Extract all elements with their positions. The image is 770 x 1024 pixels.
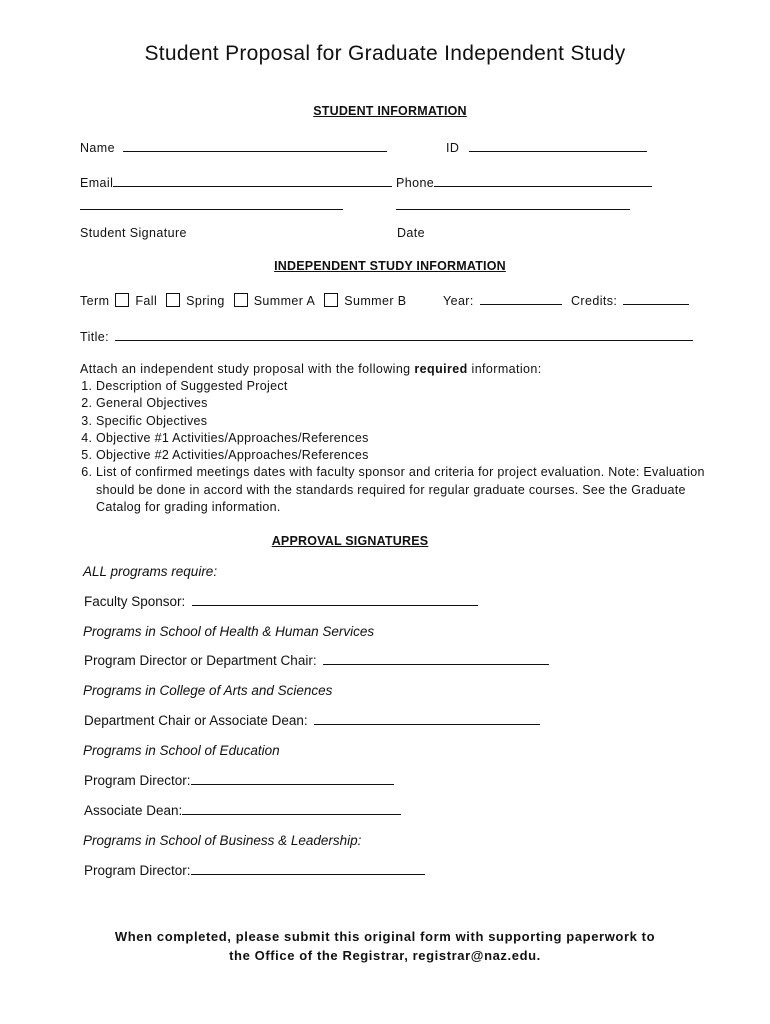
id-label: ID (446, 141, 460, 155)
term-summer-a-label: Summer A (253, 294, 316, 308)
footer-line-1: When completed, please submit this original form with supporting paperwork to (114, 929, 656, 944)
education-dean-line (182, 803, 401, 815)
approval-heading: APPROVAL SIGNATURES (271, 534, 429, 548)
email-line (113, 175, 392, 187)
education-heading: Programs in School of Education (83, 743, 280, 758)
study-title-label: Title: (80, 330, 110, 344)
education-director-label: Program Director: (84, 773, 191, 788)
page-title: Student Proposal for Graduate Independent Study (144, 42, 626, 65)
education-director-field[interactable] (84, 773, 394, 788)
proposal-intro-required: required (414, 362, 468, 376)
study-title-field[interactable] (80, 329, 693, 344)
footer-line-2-end: . (536, 948, 541, 963)
business-director-line (191, 863, 425, 875)
registrar-email[interactable]: registrar@naz.edu (412, 948, 537, 963)
proposal-intro (80, 362, 542, 376)
term-summer-b-label: Summer B (344, 294, 407, 308)
footer-instructions (0, 927, 770, 965)
id-line (469, 140, 647, 152)
proposal-intro-end: information: (467, 362, 542, 376)
faculty-sponsor-line (192, 594, 478, 606)
education-director-line (191, 773, 394, 785)
list-item: 1. Description of Suggested Project (96, 378, 726, 395)
phone-field[interactable] (396, 175, 652, 190)
name-label: Name (80, 141, 115, 155)
term-label: Term (80, 294, 110, 308)
list-item: 5. Objective #2 Activities/Approaches/References (96, 447, 726, 464)
arts-signer-field[interactable] (84, 713, 540, 728)
term-row (80, 293, 407, 308)
list-item: 6. List of confirmed meetings dates with faculty sponsor and criteria for project evaluation. Note: Evaluation should be done in accord with the standards required for regular graduate courses. See the Graduate Catalog for grading information. (96, 464, 726, 516)
health-heading: Programs in School of Health & Human Services (83, 624, 375, 639)
list-item: 3. Specific Objectives (96, 413, 726, 430)
business-heading: Programs in School of Business & Leadership: (83, 833, 362, 848)
year-field[interactable] (443, 293, 562, 308)
arts-signer-line (314, 713, 540, 725)
all-programs-label: ALL programs require: (83, 564, 218, 579)
student-info-heading: STUDENT INFORMATION (313, 104, 467, 118)
term-summer-a-checkbox[interactable] (234, 293, 248, 307)
study-title-line (115, 329, 693, 341)
phone-line (434, 175, 652, 187)
credits-field[interactable] (571, 293, 689, 308)
term-fall-label: Fall (135, 294, 158, 308)
arts-heading: Programs in College of Arts and Sciences (83, 683, 333, 698)
study-info-heading: INDEPENDENT STUDY INFORMATION (274, 259, 506, 273)
student-signature-label: Student Signature (80, 226, 187, 240)
term-spring-label: Spring (186, 294, 225, 308)
business-director-field[interactable] (84, 863, 425, 878)
footer-line-2-text: the Office of the Registrar, (229, 948, 413, 963)
name-line (123, 140, 387, 152)
business-director-label: Program Director: (84, 863, 191, 878)
phone-label: Phone (396, 176, 435, 190)
term-spring-checkbox[interactable] (166, 293, 180, 307)
list-item: 4. Objective #1 Activities/Approaches/References (96, 430, 726, 447)
education-dean-label: Associate Dean: (84, 803, 183, 818)
arts-signer-label: Department Chair or Associate Dean: (84, 713, 308, 728)
footer-line-2 (0, 946, 770, 965)
health-signer-line (323, 653, 549, 665)
education-dean-field[interactable] (84, 803, 401, 818)
health-signer-label: Program Director or Department Chair: (84, 653, 317, 668)
email-label: Email (80, 176, 114, 190)
list-item: 2. General Objectives (96, 395, 726, 412)
faculty-sponsor-label: Faculty Sponsor: (84, 594, 186, 609)
student-signature-line[interactable] (80, 209, 343, 210)
proposal-requirements-list (78, 378, 726, 516)
faculty-sponsor-field[interactable] (84, 594, 478, 609)
year-label: Year: (443, 294, 474, 308)
term-fall-checkbox[interactable] (115, 293, 129, 307)
email-field[interactable] (80, 175, 392, 190)
credits-line (623, 293, 689, 305)
health-signer-field[interactable] (84, 653, 549, 668)
term-summer-b-checkbox[interactable] (324, 293, 338, 307)
date-line[interactable] (396, 209, 630, 210)
year-line (480, 293, 562, 305)
name-field[interactable] (80, 140, 387, 155)
credits-label: Credits: (571, 294, 618, 308)
id-field[interactable] (446, 140, 647, 155)
date-label: Date (397, 226, 426, 240)
proposal-intro-text: Attach an independent study proposal with the following (80, 362, 415, 376)
